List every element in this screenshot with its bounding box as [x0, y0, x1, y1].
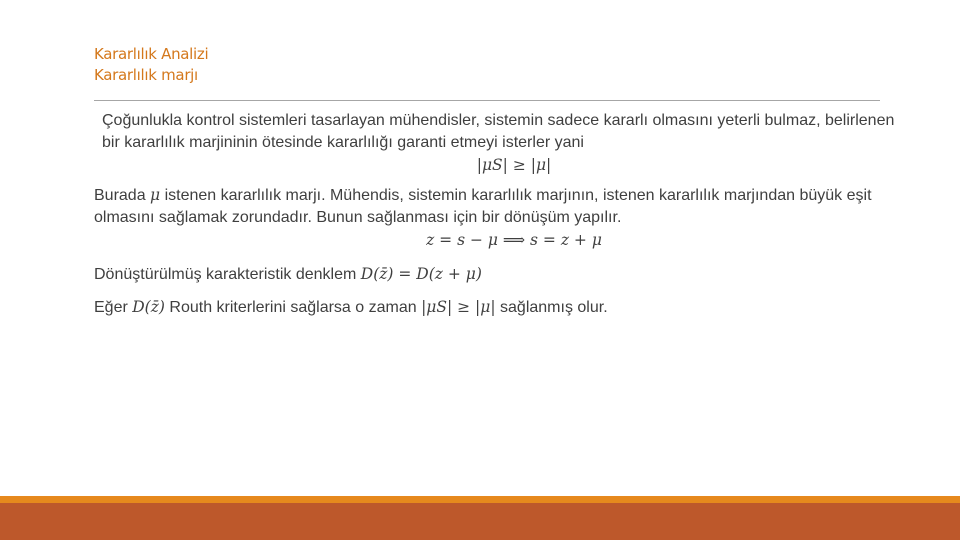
title-line-2: Kararlılık marjı	[94, 66, 198, 84]
footer-bar	[0, 503, 960, 540]
paragraph-4-math-1: D(z̄)	[132, 298, 165, 316]
title-line-1: Kararlılık Analizi	[94, 45, 209, 63]
paragraph-2-mu: μ	[150, 186, 161, 204]
paragraph-4	[94, 296, 914, 319]
paragraph-3-text: Dönüştürülmüş karakteristik denklem	[94, 266, 357, 283]
paragraph-4-math-2: |μS| ≥ |μ|	[421, 298, 496, 316]
paragraph-3	[94, 263, 914, 286]
title-divider	[94, 100, 880, 101]
paragraph-2	[94, 184, 914, 229]
paragraph-4-prefix: Eğer	[94, 299, 128, 316]
paragraph-4-mid: Routh kriterlerini sağlarsa o zaman	[169, 299, 417, 316]
paragraph-3-math: D(z̄) = D(z + μ)	[360, 265, 482, 283]
equation-1: |μS| ≥ |μ|	[476, 156, 552, 174]
slide-title	[94, 44, 208, 86]
paragraph-2-prefix: Burada	[94, 187, 146, 204]
paragraph-2-rest: istenen kararlılık marjı. Mühendis, sistemin kararlılık marjının, istenen kararlılık marjından büyük eşit olmasını sağlamak zorundadır. Bunun sağlanması için bir dönüşüm yapılır.	[94, 187, 872, 226]
slide-content	[94, 110, 914, 319]
paragraph-4-suffix: sağlanmış olur.	[500, 299, 608, 316]
paragraph-1: Çoğunlukla kontrol sistemleri tasarlayan mühendisler, sistemin sadece kararlı olmasını yeterli bulmaz, belirlenen bir kararlılık marjininin ötesinde kararlılığı garanti etmeyi isterler yani	[102, 112, 895, 151]
equation-2: z = s − μ ⟹ s = z + μ	[426, 231, 602, 249]
footer-accent-bar	[0, 496, 960, 503]
